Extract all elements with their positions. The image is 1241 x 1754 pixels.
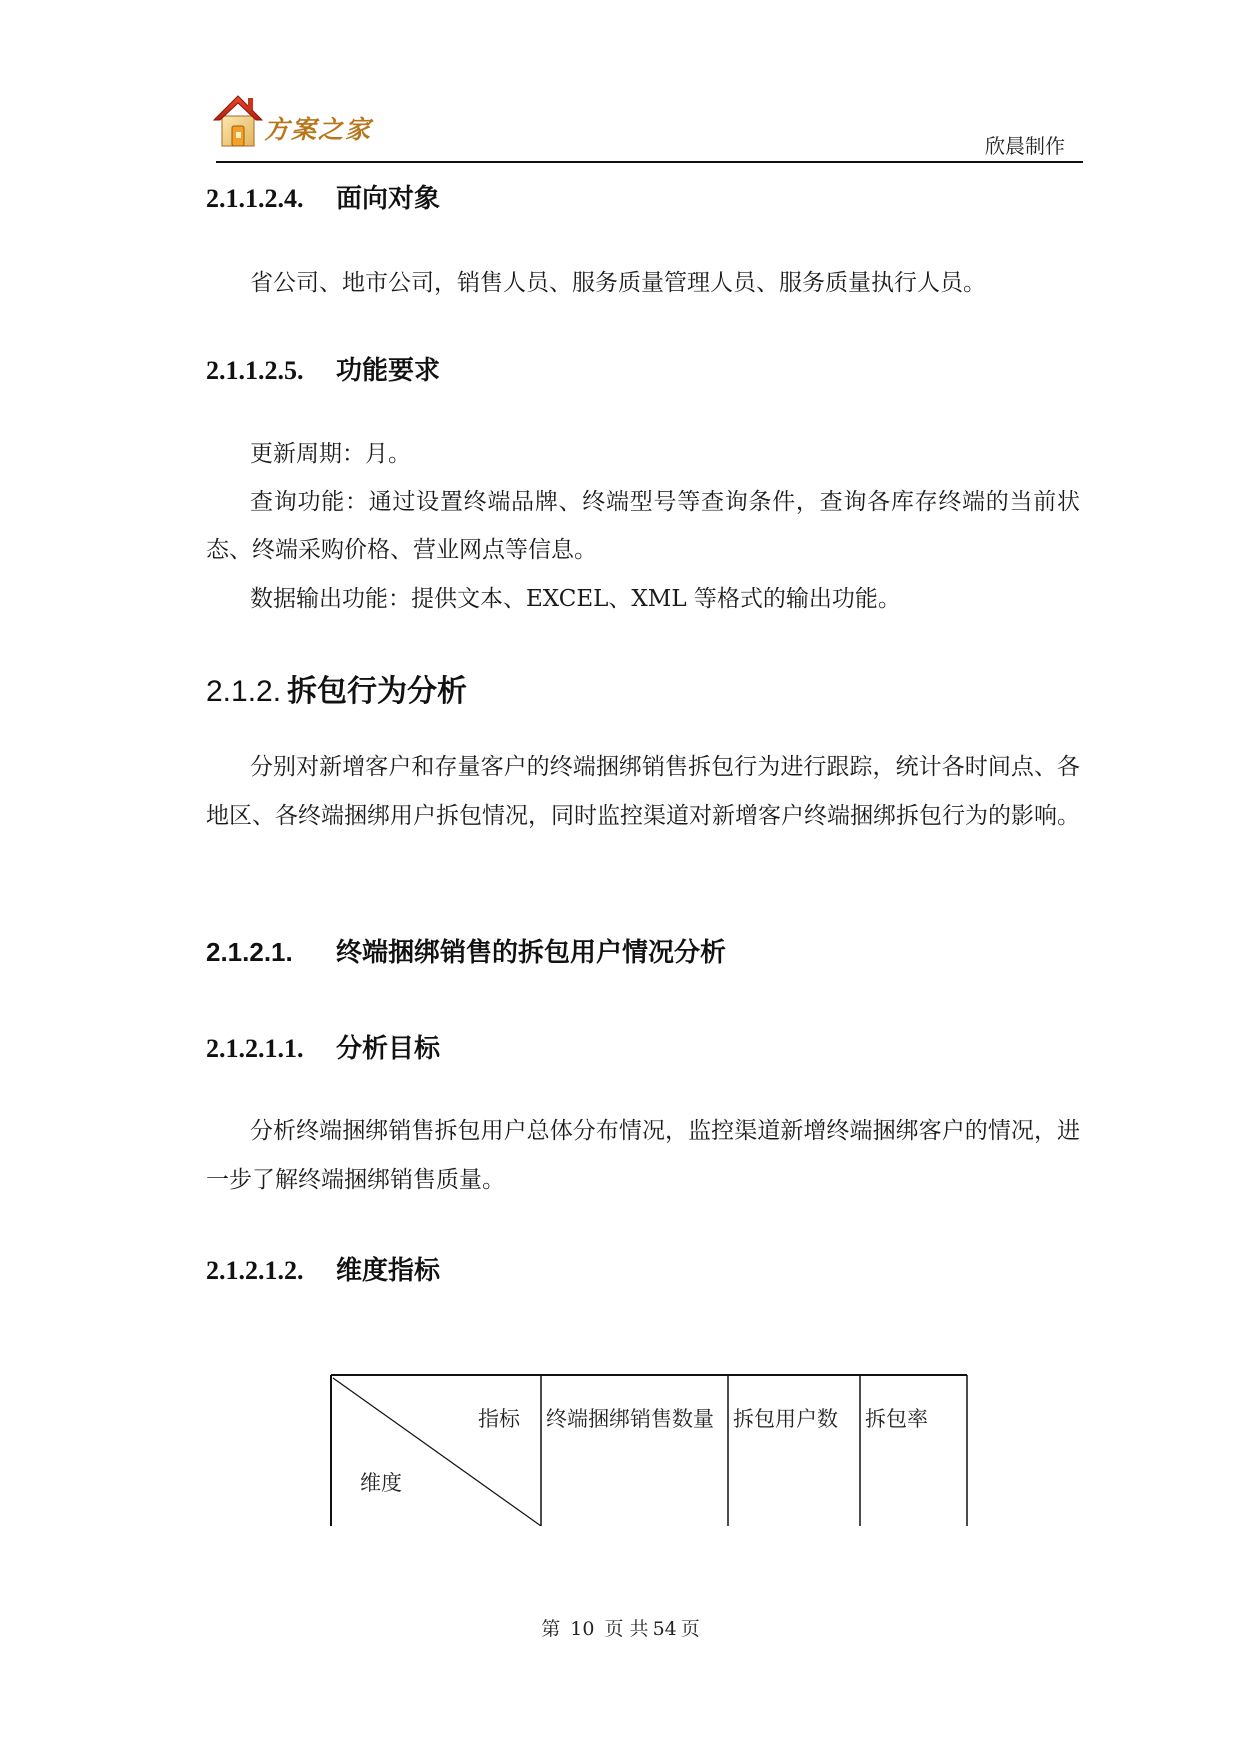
heading-number: 2.1.1.2.5. — [206, 356, 304, 385]
heading-number: 2.1.2.1.1. — [206, 1034, 304, 1063]
paragraph-export-function: 数据输出功能：提供文本、EXCEL、XML 等格式的输出功能。 — [250, 586, 901, 612]
diagonal-divider — [333, 1378, 541, 1526]
heading-title: 终端捆绑销售的拆包用户情况分析 — [336, 938, 727, 968]
heading-2-1-2-1-2 — [206, 1250, 440, 1287]
header-producer: 欣晨制作 — [985, 134, 1065, 158]
corner-dimension-label: 维度 — [360, 1471, 402, 1495]
page-footer — [0, 1614, 1241, 1641]
heading-2-1-2-1-1 — [206, 1028, 440, 1065]
heading-number: 2.1.2. — [206, 675, 282, 708]
corner-metric-label: 指标 — [478, 1407, 520, 1431]
logo-text: 方案之家 — [264, 115, 373, 144]
heading-title: 维度指标 — [336, 1256, 441, 1286]
footer-suffix: 页 — [680, 1618, 700, 1640]
heading-title: 拆包行为分析 — [287, 674, 468, 709]
column-header-bundle-sales: 终端捆绑销售数量 — [546, 1407, 714, 1431]
heading-2-1-2-1 — [206, 932, 726, 969]
column-header-unbundle-rate: 拆包率 — [865, 1407, 928, 1431]
heading-2-1-1-2-5 — [206, 350, 440, 387]
footer-prefix: 第 — [541, 1618, 561, 1640]
paragraph-analysis-goal: 分析终端捆绑销售拆包用户总体分布情况，监控渠道新增终端捆绑客户的情况，进一步了解终端捆绑销售质量。 — [206, 1118, 1080, 1193]
paragraph-update-cycle: 更新周期：月。 — [250, 441, 411, 467]
heading-number: 2.1.2.1. — [206, 937, 293, 967]
dimension-metric-table — [330, 1374, 970, 1526]
table-grid — [330, 1374, 970, 1526]
paragraph-query-function: 查询功能：通过设置终端品牌、终端型号等查询条件，查询各库存终端的当前状态、终端采购价格、营业网点等信息。 — [206, 489, 1080, 563]
heading-title: 面向对象 — [336, 184, 441, 214]
footer-mid: 页 共 — [604, 1618, 649, 1640]
column-header-unbundle-users: 拆包用户数 — [733, 1407, 838, 1431]
heading-title: 功能要求 — [336, 356, 441, 386]
paragraph-audience: 省公司、地市公司，销售人员、服务质量管理人员、服务质量执行人员。 — [250, 270, 986, 296]
heading-number: 2.1.1.2.4. — [206, 184, 304, 213]
footer-total-pages: 54 — [652, 1618, 677, 1640]
heading-number: 2.1.2.1.2. — [206, 1256, 304, 1285]
heading-title: 分析目标 — [336, 1034, 441, 1064]
header-rule — [216, 161, 1083, 163]
paragraph-unbundle-overview: 分别对新增客户和存量客户的终端捆绑销售拆包行为进行跟踪，统计各时间点、各地区、各终端捆绑用户拆包情况，同时监控渠道对新增客户终端捆绑拆包行为的影响。 — [206, 754, 1080, 829]
heading-2-1-2 — [206, 666, 467, 710]
footer-page-number: 10 — [570, 1618, 595, 1640]
heading-2-1-1-2-4 — [206, 178, 440, 215]
